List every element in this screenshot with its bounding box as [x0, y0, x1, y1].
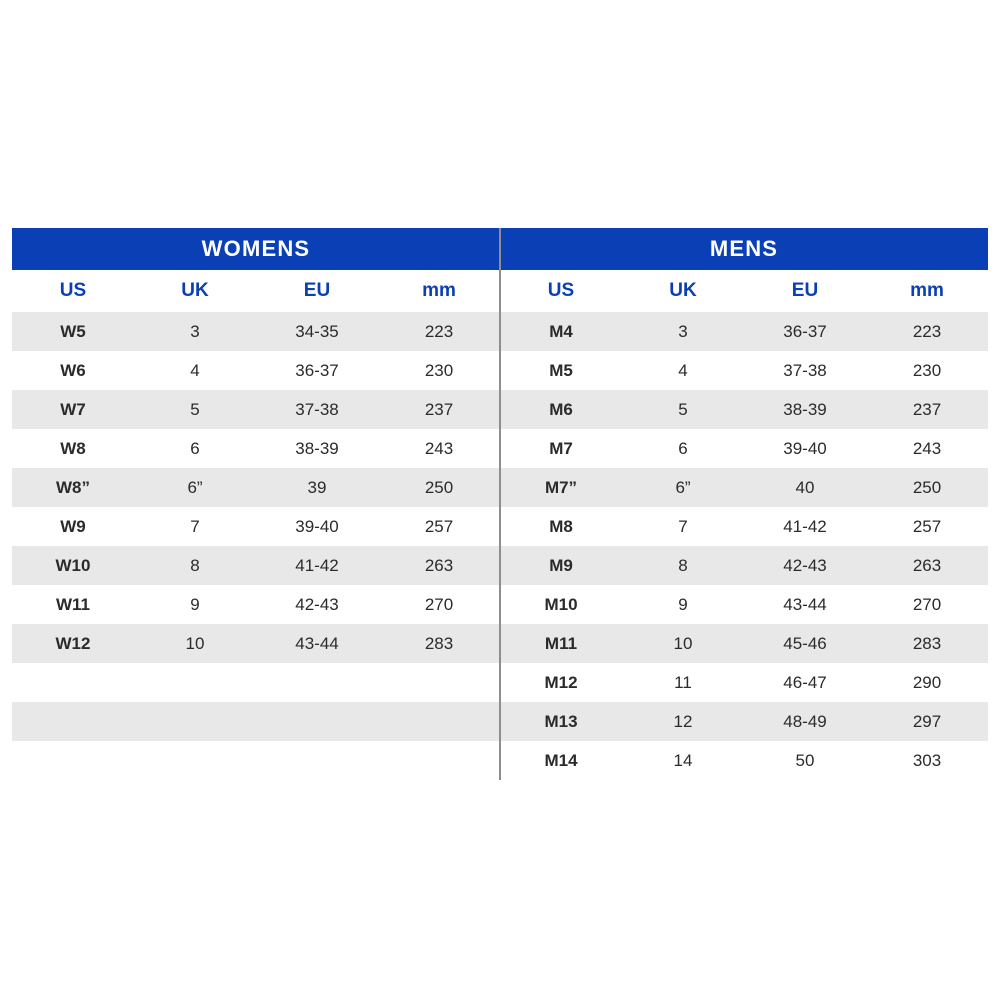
cell-us: W10 [55, 555, 91, 575]
table-row [500, 663, 988, 702]
cell-uk: 6 [190, 438, 200, 458]
cell-us: M12 [544, 672, 578, 692]
cell-eu: 37-38 [295, 399, 339, 419]
cell-eu: 48-49 [783, 711, 827, 731]
cell-eu: 39 [307, 477, 327, 497]
table-row [500, 351, 988, 390]
table-row [500, 702, 988, 741]
womens-header-uk: UK [181, 280, 209, 301]
column-divider [499, 228, 501, 780]
table-row [500, 429, 988, 468]
table-row [12, 312, 500, 351]
cell-uk: 8 [190, 555, 200, 575]
cell-uk: 10 [185, 633, 205, 653]
cell-us: W11 [55, 594, 91, 614]
cell-eu: 41-42 [783, 516, 827, 536]
mens-banner: MENS [500, 228, 988, 270]
size-chart-tables [12, 228, 988, 780]
table-row-empty [12, 741, 500, 780]
womens-table [12, 228, 500, 780]
cell-uk: 3 [678, 321, 688, 341]
womens-header-row [12, 270, 500, 312]
cell-uk: 4 [190, 360, 200, 380]
cell-us: W8” [56, 477, 90, 497]
table-row [500, 546, 988, 585]
cell-eu: 42-43 [783, 555, 827, 575]
table-row [12, 468, 500, 507]
cell-eu: 40 [795, 477, 815, 497]
table-row [500, 390, 988, 429]
cell-us: W8 [60, 438, 86, 458]
cell-us: W9 [60, 516, 86, 536]
cell-uk: 7 [190, 516, 200, 536]
cell-mm: 257 [424, 516, 454, 536]
cell-eu: 42-43 [295, 594, 339, 614]
cell-eu: 43-44 [295, 633, 339, 653]
table-row [12, 624, 500, 663]
cell-mm: 270 [424, 594, 454, 614]
table-row-empty [12, 663, 500, 702]
cell-uk: 10 [673, 633, 693, 653]
table-row [500, 312, 988, 351]
cell-mm: 223 [912, 321, 942, 341]
cell-mm: 283 [912, 633, 942, 653]
table-row [12, 390, 500, 429]
womens-header-mm: mm [422, 280, 456, 301]
cell-uk: 8 [678, 555, 688, 575]
cell-eu: 38-39 [295, 438, 339, 458]
table-row [12, 429, 500, 468]
cell-eu: 39-40 [783, 438, 827, 458]
mens-header-us: US [547, 280, 575, 301]
cell-uk: 5 [190, 399, 200, 419]
table-row [12, 507, 500, 546]
cell-uk: 6” [187, 477, 203, 497]
cell-mm: 243 [424, 438, 454, 458]
cell-us: W6 [60, 360, 86, 380]
cell-eu: 45-46 [783, 633, 827, 653]
cell-mm: 303 [912, 750, 942, 770]
cell-mm: 263 [912, 555, 942, 575]
table-row [12, 546, 500, 585]
cell-uk: 9 [190, 594, 200, 614]
cell-us: M5 [549, 360, 573, 380]
cell-uk: 6 [678, 438, 688, 458]
cell-us: W12 [55, 633, 91, 653]
cell-uk: 5 [678, 399, 688, 419]
cell-eu: 46-47 [783, 672, 827, 692]
cell-uk: 12 [673, 711, 693, 731]
mens-header-eu: EU [791, 280, 819, 301]
cell-us: W7 [60, 399, 86, 419]
mens-table [500, 228, 988, 780]
cell-mm: 263 [424, 555, 454, 575]
cell-us: M10 [544, 594, 578, 614]
cell-uk: 6” [675, 477, 691, 497]
cell-mm: 237 [912, 399, 942, 419]
cell-eu: 36-37 [295, 360, 339, 380]
cell-eu: 39-40 [295, 516, 339, 536]
cell-mm: 257 [912, 516, 942, 536]
table-row [12, 351, 500, 390]
cell-us: M6 [549, 399, 573, 419]
table-row [500, 624, 988, 663]
cell-mm: 297 [912, 711, 942, 731]
cell-mm: 223 [424, 321, 454, 341]
cell-uk: 4 [678, 360, 688, 380]
cell-eu: 37-38 [783, 360, 827, 380]
cell-mm: 270 [912, 594, 942, 614]
cell-us: M9 [549, 555, 573, 575]
cell-us: M4 [549, 321, 573, 341]
mens-header-row [500, 270, 988, 312]
cell-eu: 38-39 [783, 399, 827, 419]
cell-us: M13 [544, 711, 578, 731]
cell-eu: 34-35 [295, 321, 339, 341]
cell-mm: 250 [424, 477, 454, 497]
cell-mm: 290 [912, 672, 942, 692]
table-row-empty [12, 702, 500, 741]
cell-uk: 11 [674, 672, 692, 692]
cell-eu: 36-37 [783, 321, 827, 341]
cell-mm: 243 [912, 438, 942, 458]
cell-eu: 50 [795, 750, 815, 770]
cell-mm: 250 [912, 477, 942, 497]
mens-header-uk: UK [669, 280, 697, 301]
cell-us: M11 [544, 633, 578, 653]
table-row [12, 585, 500, 624]
size-chart [12, 228, 988, 780]
cell-us: M14 [544, 750, 578, 770]
cell-mm: 283 [424, 633, 454, 653]
cell-uk: 14 [673, 750, 693, 770]
table-row [500, 468, 988, 507]
cell-uk: 7 [678, 516, 688, 536]
cell-uk: 9 [678, 594, 688, 614]
cell-us: M7 [549, 438, 573, 458]
table-row [500, 507, 988, 546]
cell-mm: 230 [424, 360, 454, 380]
cell-uk: 3 [190, 321, 200, 341]
cell-us: W5 [60, 321, 86, 341]
mens-header-mm: mm [910, 280, 944, 301]
cell-us: M7” [544, 477, 578, 497]
womens-header-eu: EU [303, 280, 331, 301]
cell-eu: 43-44 [783, 594, 827, 614]
cell-eu: 41-42 [295, 555, 339, 575]
table-row [500, 585, 988, 624]
cell-mm: 230 [912, 360, 942, 380]
cell-mm: 237 [424, 399, 454, 419]
cell-us: M8 [549, 516, 573, 536]
table-row [500, 741, 988, 780]
womens-banner: WOMENS [12, 228, 500, 270]
womens-header-us: US [59, 280, 87, 301]
